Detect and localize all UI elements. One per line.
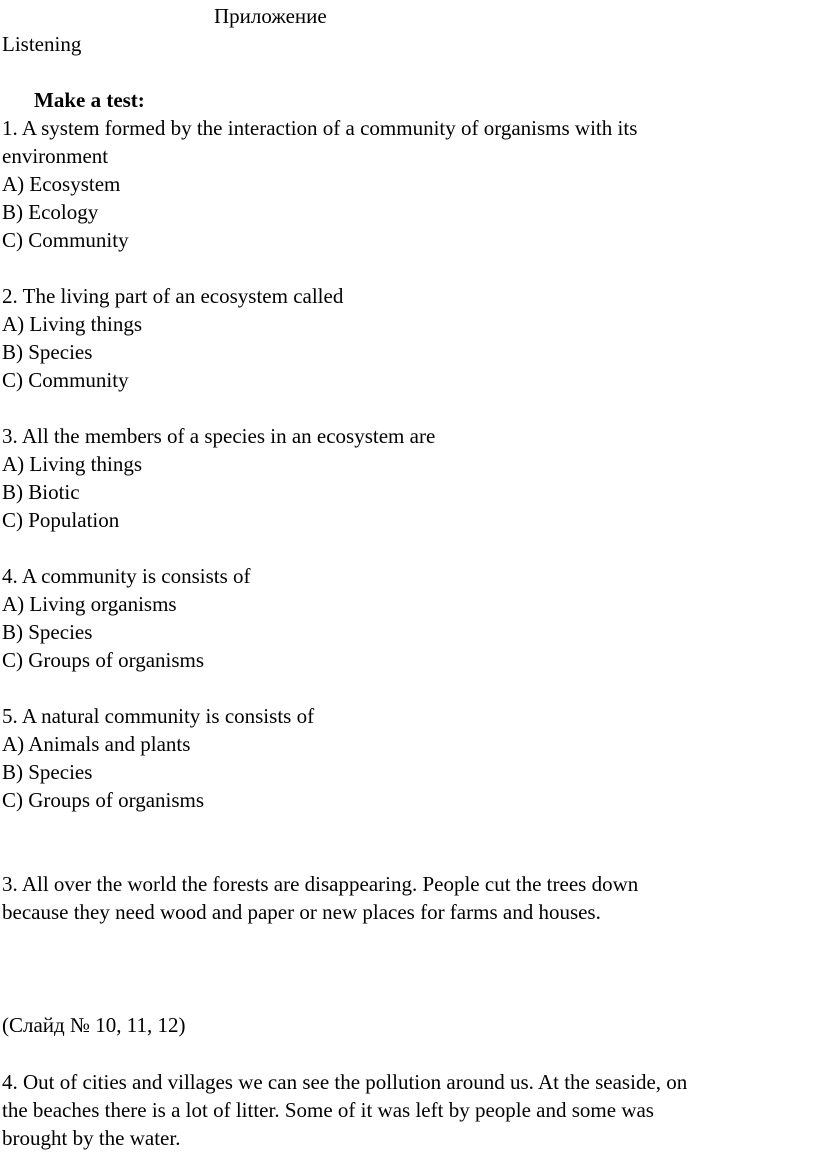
appendix-heading: Приложение [214, 4, 327, 28]
question-2-option-a: A) Living things [2, 312, 142, 336]
question-2-option-b: B) Species [2, 340, 93, 364]
question-4-option-b: B) Species [2, 620, 93, 644]
question-1-line-1: 1. A system formed by the interaction of a community of organisms with its [2, 116, 638, 140]
question-2-option-c: C) Community [2, 368, 129, 392]
question-5-option-c: C) Groups of organisms [2, 788, 205, 812]
question-3: 3. All the members of a species in an ecosystem are [2, 424, 436, 448]
question-2: 2. The living part of an ecosystem called [2, 284, 344, 308]
paragraph-4-line-3: brought by the water. [2, 1126, 181, 1150]
question-1-option-a: A) Ecosystem [2, 172, 121, 196]
paragraph-3-line-2: because they need wood and paper or new places for farms and houses. [2, 900, 601, 924]
section-heading: Listening [2, 32, 82, 56]
question-3-option-c: C) Population [2, 508, 120, 532]
slide-reference: (Слайд № 10, 11, 12) [2, 1013, 186, 1037]
test-title: Make a test: [34, 88, 145, 112]
question-5: 5. A natural community is consists of [2, 704, 315, 728]
paragraph-3-line-1: 3. All over the world the forests are disappearing. People cut the trees down [2, 872, 639, 896]
question-3-option-b: B) Biotic [2, 480, 80, 504]
question-4: 4. A community is consists of [2, 564, 251, 588]
paragraph-4-line-2: the beaches there is a lot of litter. Some of it was left by people and some was [2, 1098, 654, 1122]
question-1-line-2: environment [2, 144, 109, 168]
question-4-option-a: A) Living organisms [2, 592, 177, 616]
question-4-option-c: C) Groups of organisms [2, 648, 205, 672]
question-5-option-a: A) Animals and plants [2, 732, 191, 756]
question-1-option-b: B) Ecology [2, 200, 99, 224]
question-5-option-b: B) Species [2, 760, 93, 784]
paragraph-4-line-1: 4. Out of cities and villages we can see the pollution around us. At the seaside, on [2, 1070, 688, 1094]
question-3-option-a: A) Living things [2, 452, 142, 476]
question-1-option-c: C) Community [2, 228, 129, 252]
